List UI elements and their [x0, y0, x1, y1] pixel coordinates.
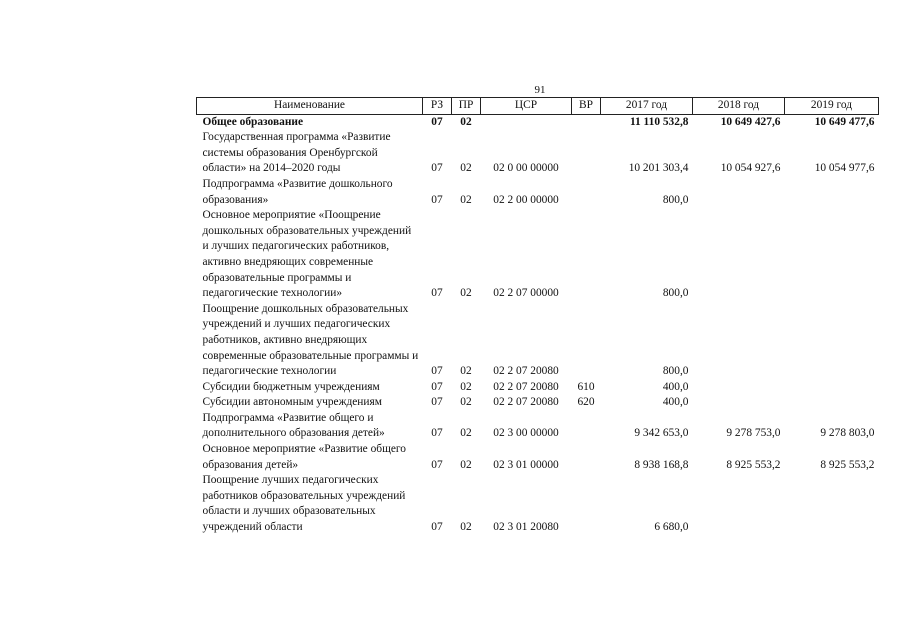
table-header-row: [197, 98, 879, 115]
row-rz: 07: [431, 193, 443, 206]
row-2018: [693, 177, 785, 208]
row-vr: [572, 302, 601, 380]
row-2018: 10 649 427,6: [720, 115, 781, 128]
row-name: Общее образование: [202, 115, 304, 128]
row-rz: 07: [431, 365, 443, 378]
row-2018: 10 054 927,6: [720, 162, 781, 175]
row-2018: [693, 208, 785, 302]
header-rz: РЗ: [423, 98, 452, 115]
row-2018: [693, 395, 785, 411]
row-2017: 9 342 653,0: [634, 427, 689, 440]
row-2017: 800,0: [662, 193, 689, 206]
row-rz: 07: [431, 427, 443, 440]
row-2017: 400,0: [662, 396, 689, 409]
row-pr: 02: [460, 396, 472, 409]
row-2019: 10 649 477,6: [814, 115, 875, 128]
row-name: Субсидии автономным учреждениям: [202, 396, 382, 409]
row-2019: [785, 395, 879, 411]
row-2018: 9 278 753,0: [726, 427, 781, 440]
header-pr: ПР: [452, 98, 481, 115]
row-2019: [785, 302, 879, 380]
row-name: Основное мероприятие «Поощрение дошкольных образовательных учреждений и лучших педагогических работников, активно внедряющих современные образовательные программы и педагогические технологии»: [202, 209, 412, 300]
row-vr: 610: [577, 380, 595, 393]
row-2019: [785, 208, 879, 302]
row-pr: 02: [460, 365, 472, 378]
row-2019: [785, 177, 879, 208]
row-pr: 02: [460, 287, 472, 300]
table-row: [197, 114, 879, 130]
row-rz: 07: [431, 162, 443, 175]
row-rz: 07: [431, 115, 443, 128]
page-number: 91: [534, 84, 546, 96]
row-vr: [572, 130, 601, 177]
row-2018: [693, 302, 785, 380]
table-row: [197, 395, 879, 411]
row-2017: 8 938 168,8: [634, 458, 689, 471]
header-csr: ЦСР: [481, 98, 572, 115]
row-pr: 02: [460, 162, 472, 175]
row-rz: 07: [431, 287, 443, 300]
row-vr: [572, 442, 601, 473]
row-vr: 620: [577, 396, 595, 409]
header-2019: 2019 год: [785, 98, 879, 115]
row-name: Основное мероприятие «Развитие общего образования детей»: [202, 443, 406, 471]
row-2017: 400,0: [662, 380, 689, 393]
table-row: [197, 302, 879, 380]
row-rz: 07: [431, 396, 443, 409]
row-vr: [572, 473, 601, 535]
row-csr: [481, 114, 572, 130]
row-pr: 02: [460, 521, 472, 534]
row-pr: 02: [460, 458, 472, 471]
header-name: Наименование: [197, 98, 423, 115]
row-name: Подпрограмма «Развитие дошкольного образования»: [202, 177, 393, 206]
table-row: [197, 411, 879, 442]
row-csr: 02 2 07 20080: [493, 380, 559, 393]
row-name: Подпрограмма «Развитие общего и дополнительного образования детей»: [202, 411, 385, 440]
row-vr: [572, 177, 601, 208]
row-name: Субсидии бюджетным учреждениям: [202, 380, 380, 393]
row-2019: [785, 380, 879, 396]
row-csr: 02 2 07 00000: [493, 287, 559, 300]
row-pr: 02: [460, 427, 472, 440]
row-2018: 8 925 553,2: [726, 458, 781, 471]
header-vr: ВР: [572, 98, 601, 115]
row-2017: 6 680,0: [654, 521, 689, 534]
table-row: [197, 473, 879, 535]
row-pr: 02: [460, 380, 472, 393]
row-pr: 02: [460, 193, 472, 206]
row-2018: [693, 473, 785, 535]
row-2019: 10 054 977,6: [814, 162, 875, 175]
row-csr: 02 2 00 00000: [493, 193, 559, 206]
row-2017: 11 110 532,8: [629, 115, 689, 128]
row-2019: [785, 473, 879, 535]
row-name: Поощрение лучших педагогических работников образовательных учреждений области и лучших образовательных учреждений области: [202, 474, 406, 534]
row-csr: 02 2 07 20080: [493, 396, 559, 409]
header-2018: 2018 год: [693, 98, 785, 115]
budget-table: [196, 97, 879, 536]
table-row: [197, 442, 879, 473]
row-2017: 800,0: [662, 365, 689, 378]
row-vr: [572, 114, 601, 130]
row-2017: 10 201 303,4: [628, 162, 689, 175]
row-csr: 02 3 01 20080: [493, 521, 559, 534]
row-csr: 02 0 00 00000: [493, 162, 559, 175]
row-csr: 02 3 01 00000: [493, 458, 559, 471]
row-csr: 02 3 00 00000: [493, 427, 559, 440]
row-name: Поощрение дошкольных образовательных учреждений и лучших педагогических работников, активно внедряющих современные образовательные программы и педагогические технологии: [202, 302, 419, 378]
row-2019: 9 278 803,0: [820, 427, 875, 440]
table-row: [197, 130, 879, 177]
header-2017: 2017 год: [601, 98, 693, 115]
row-name: Государственная программа «Развитие системы образования Оренбургской области» на 2014–2020 годы: [202, 131, 391, 175]
row-rz: 07: [431, 458, 443, 471]
row-rz: 07: [431, 521, 443, 534]
row-2018: [693, 380, 785, 396]
row-2017: 800,0: [662, 287, 689, 300]
row-pr: 02: [460, 115, 472, 128]
row-rz: 07: [431, 380, 443, 393]
table-row: [197, 380, 879, 396]
row-csr: 02 2 07 20080: [493, 365, 559, 378]
row-vr: [572, 411, 601, 442]
table-row: [197, 177, 879, 208]
table-row: [197, 208, 879, 302]
row-vr: [572, 208, 601, 302]
row-2019: 8 925 553,2: [820, 458, 875, 471]
